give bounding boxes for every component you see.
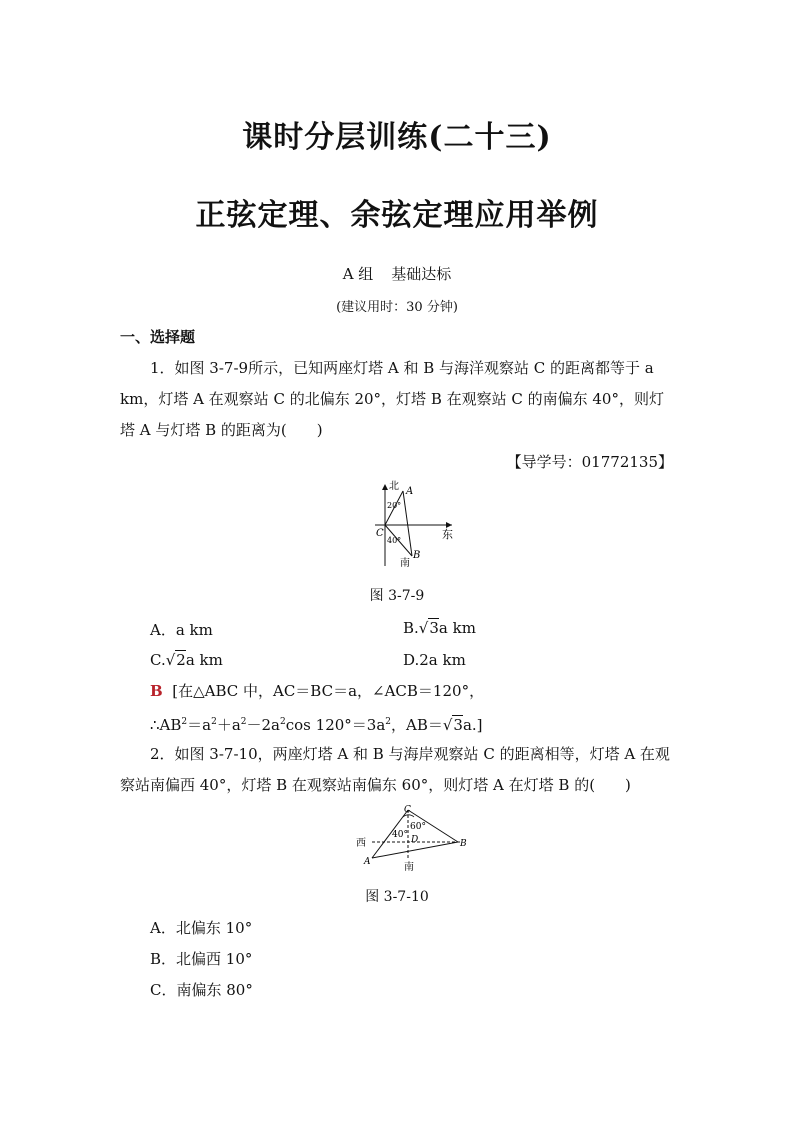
- superscript: 2: [280, 717, 286, 727]
- q1-option-b-prefix: B.: [403, 619, 419, 637]
- ab-segment: [403, 491, 412, 556]
- point-c-label: C: [376, 528, 384, 539]
- q2-text-line2: 察站南偏西 40°，灯塔 B 在观察站南偏东 60°，则灯塔 A 在灯塔 B 的( ): [120, 776, 631, 794]
- q1-option-b-radicand: 3: [429, 619, 439, 637]
- q1-answer-letter: B: [150, 682, 163, 700]
- q1-answer-line1: [150, 681, 710, 701]
- west-label: 西: [356, 838, 366, 849]
- south-label: 南: [400, 558, 410, 569]
- sqrt-icon: √: [165, 651, 176, 669]
- group-label: A 组: [342, 265, 374, 283]
- point-a-label: A: [364, 857, 371, 867]
- q1-text-line2: km，灯塔 A 在观察站 C 的北偏东 20°，灯塔 B 在观察站 C 的南偏东 40°，则灯: [120, 390, 664, 408]
- q1-text-line1: 1．如图 3-7-9所示，已知两座灯塔 A 和 B 与海洋观察站 C 的距离都等于 a: [150, 359, 654, 377]
- q1-text-line3: 塔 A 与灯塔 B 的距离为( ): [120, 421, 323, 439]
- answer-part: －2a: [246, 716, 281, 734]
- south-label: 南: [404, 862, 414, 873]
- group-name: 基础达标: [391, 265, 452, 283]
- q2-option-b[interactable]: B．北偏西 10°: [150, 950, 253, 968]
- q1-option-b[interactable]: [403, 619, 476, 637]
- sqrt-icon: √: [418, 619, 429, 637]
- q1-option-c-prefix: C.: [150, 651, 166, 669]
- superscript: 2: [181, 717, 188, 727]
- q1-option-b-suffix: a km: [438, 619, 476, 637]
- point-b-label: B: [460, 839, 467, 849]
- section-heading: 一、选择题: [120, 328, 196, 346]
- q2-figure: [350, 802, 480, 874]
- q1-option-c-suffix: a km: [185, 651, 223, 669]
- answer-part: ∴AB: [150, 716, 182, 734]
- q2-text-line1: 2．如图 3-7-10，两座灯塔 A 和 B 与海岸观察站 C 的距离相等，灯塔 A 在观: [150, 745, 670, 763]
- superscript: 2: [211, 717, 217, 727]
- answer-part: a.]: [462, 716, 483, 734]
- answer-part: ＋a: [216, 716, 241, 734]
- q2-figure-caption: 图 3-7-10: [365, 889, 429, 905]
- q1-answer-line2: [150, 712, 710, 735]
- superscript: 2: [240, 717, 247, 727]
- answer-part: ，AB＝: [391, 716, 443, 734]
- point-d-label: D: [411, 835, 419, 845]
- q1-option-d[interactable]: D.2a km: [403, 651, 466, 669]
- group-heading: [0, 263, 794, 284]
- angle-20-label: 20°: [387, 501, 402, 510]
- q1-reference-number: 【导学号：01772135】: [506, 453, 673, 471]
- page-title: 课时分层训练(二十三): [242, 120, 552, 155]
- q2-option-a[interactable]: A．北偏东 10°: [150, 919, 253, 937]
- east-label: 东: [442, 528, 453, 541]
- q1-figure: [360, 478, 460, 573]
- answer-part: ＝a: [187, 716, 212, 734]
- q1-option-c[interactable]: [150, 651, 223, 669]
- point-a-label: A: [406, 486, 414, 497]
- q1-option-c-radicand: 2: [176, 651, 186, 669]
- answer-radicand: 3: [453, 716, 463, 734]
- superscript: 2: [385, 717, 391, 727]
- q1-figure-caption: 图 3-7-9: [369, 588, 425, 604]
- north-arrow: [382, 484, 388, 490]
- q2-option-c[interactable]: C．南偏东 80°: [150, 981, 253, 999]
- point-c-label: C: [404, 805, 411, 815]
- point-b-label: B: [413, 550, 421, 561]
- q1-option-a[interactable]: A．a km: [150, 621, 213, 639]
- page-subtitle: 正弦定理、余弦定理应用举例: [195, 198, 599, 233]
- q1-answer-explanation: [在△ABC 中，AC＝BC＝a，∠ACB＝120°，: [172, 682, 485, 700]
- angle-40-label: 40°: [387, 536, 402, 545]
- time-note: (建议用时：30 分钟): [336, 300, 458, 315]
- angle-40-label: 40°: [392, 830, 408, 840]
- answer-part: cos 120°＝3a: [285, 716, 386, 734]
- north-label: 北: [389, 481, 399, 492]
- sqrt-icon: √: [442, 716, 453, 734]
- angle-60-label: 60°: [410, 822, 426, 832]
